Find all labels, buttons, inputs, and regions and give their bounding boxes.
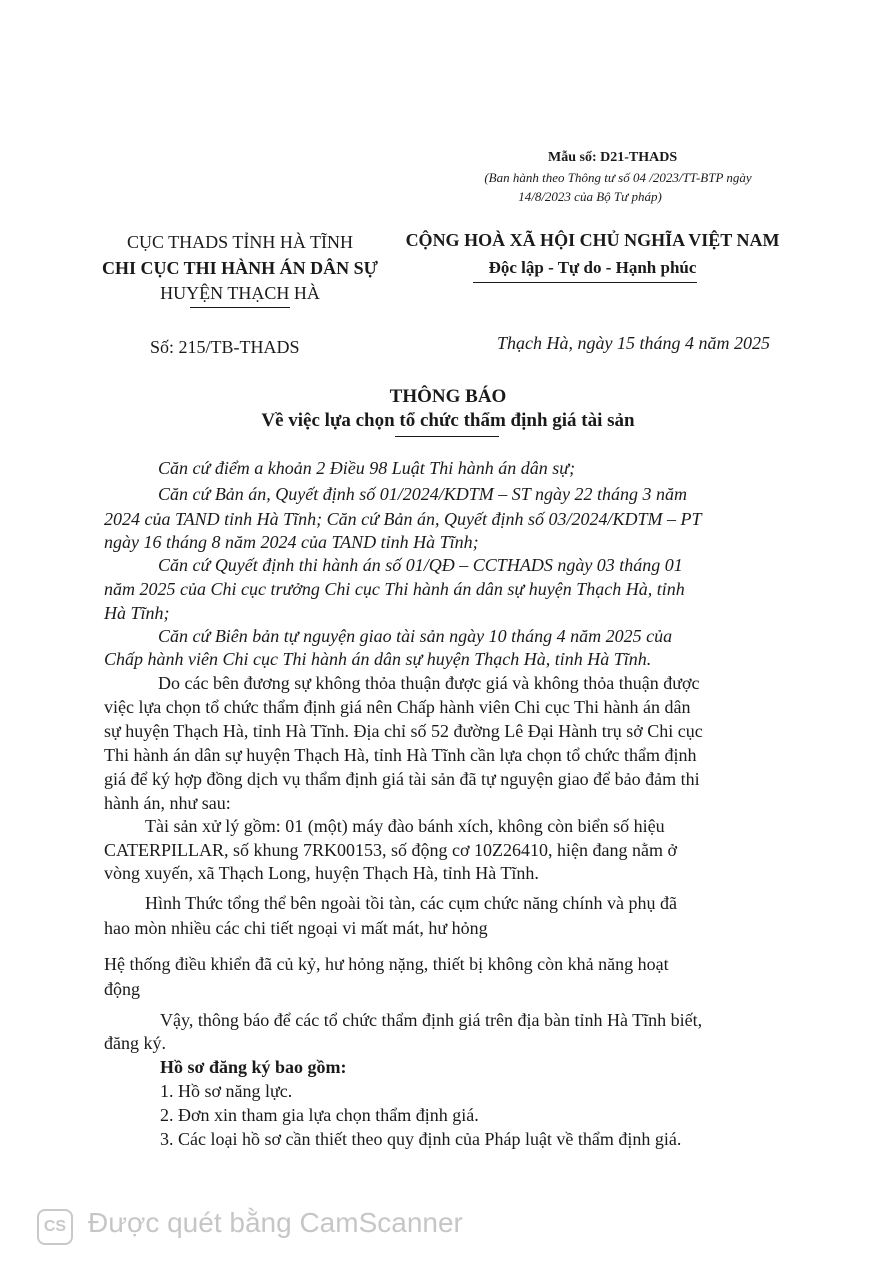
national-motto: Độc lập - Tự do - Hạnh phúc — [488, 258, 697, 277]
agency-parent: CỤC THADS TỈNH HÀ TĨNH — [126, 232, 353, 252]
body-line: Hình Thức tổng thể bên ngoài tồi tàn, các cụm chức năng chính và phụ đã — [145, 893, 678, 913]
title-underline — [395, 436, 499, 437]
body-line: hành án, như sau: — [104, 793, 231, 813]
national-title: CỘNG HOÀ XÃ HỘI CHỦ NGHĨA VIỆT NAM — [405, 230, 780, 250]
scanner-watermark: Được quét bằng CamScanner — [88, 1207, 463, 1238]
body-line: Căn cứ Quyết định thi hành án số 01/QĐ – CCTHADS ngày 03 tháng 01 — [158, 555, 683, 575]
body-line: 2024 của TAND tỉnh Hà Tĩnh; Căn cứ Bản án, Quyết định số 03/2024/KDTM – PT — [104, 509, 702, 529]
form-code: Mẫu số: D21-THADS — [548, 150, 678, 165]
body-line: CATERPILLAR, số khung 7RK00153, số động cơ 10Z26410, hiện đang nằm ở — [104, 840, 678, 860]
agency-underline — [190, 307, 290, 308]
body-line: Căn cứ điểm a khoản 2 Điều 98 Luật Thi hành án dân sự; — [158, 458, 576, 478]
agency-district: HUYỆN THẠCH HÀ — [160, 283, 320, 303]
body-line: Căn cứ Bản án, Quyết định số 01/2024/KDTM – ST ngày 22 tháng 3 năm — [158, 484, 687, 504]
body-line: Chấp hành viên Chi cục Thi hành án dân sự huyện Thạch Hà, tỉnh Hà Tĩnh. — [104, 649, 652, 669]
body-line: sự huyện Thạch Hà, tỉnh Hà Tĩnh. Địa chỉ số 52 đường Lê Đại Hành trụ sở Chi cục — [104, 721, 703, 741]
body-line: Tài sản xử lý gồm: 01 (một) máy đào bánh xích, không còn biển số hiệu — [145, 816, 665, 836]
document-title: THÔNG BÁO — [389, 386, 507, 407]
list-item: 2. Đơn xin tham gia lựa chọn thẩm định giá. — [160, 1105, 479, 1125]
body-line: hao mòn nhiều các chi tiết ngoại vi mất mát, hư hỏng — [104, 918, 488, 938]
body-line: giá để ký hợp đồng dịch vụ thẩm định giá tài sản đã tự nguyện giao để bảo đảm thi — [104, 769, 700, 789]
body-line: Hà Tĩnh; — [104, 603, 170, 623]
motto-underline — [473, 282, 697, 283]
body-line: việc lựa chọn tổ chức thẩm định giá nên Chấp hành viên Chi cục Thi hành án dân — [104, 697, 691, 717]
form-note-line2: 14/8/2023 của Bộ Tư pháp) — [518, 189, 662, 204]
body-line: năm 2025 của Chi cục trưởng Chi cục Thi hành án dân sự huyện Thạch Hà, tỉnh — [104, 579, 685, 599]
form-note-line1: (Ban hành theo Thông tư số 04 /2023/TT-BTP ngày — [484, 170, 752, 185]
body-line: ngày 16 tháng 8 năm 2024 của TAND tỉnh Hà Tĩnh; — [104, 532, 479, 552]
agency-name: CHI CỤC THI HÀNH ÁN DÂN SỰ — [101, 258, 379, 278]
body-line: Hệ thống điều khiển đã củ kỷ, hư hỏng nặng, thiết bị không còn khả năng hoạt — [104, 954, 669, 974]
body-line: Do các bên đương sự không thỏa thuận được giá và không thỏa thuận được — [158, 673, 700, 693]
document-date: Thạch Hà, ngày 15 tháng 4 năm 2025 — [497, 333, 770, 353]
document-subtitle: Về việc lựa chọn tổ chức thẩm định giá tài sản — [261, 410, 635, 431]
body-line: vòng xuyến, xã Thạch Long, huyện Thạch Hà, tỉnh Hà Tĩnh. — [104, 863, 539, 883]
registration-heading: Hồ sơ đăng ký bao gồm: — [160, 1057, 347, 1077]
camscanner-logo-icon: CS — [37, 1209, 73, 1245]
list-item: 3. Các loại hồ sơ cần thiết theo quy định của Pháp luật về thẩm định giá. — [160, 1129, 682, 1149]
body-line: Vậy, thông báo để các tổ chức thẩm định giá trên địa bàn tỉnh Hà Tĩnh biết, — [160, 1010, 703, 1030]
document-number: Số: 215/TB-THADS — [150, 337, 300, 357]
body-line: Căn cứ Biên bản tự nguyện giao tài sản ngày 10 tháng 4 năm 2025 của — [158, 626, 673, 646]
body-line: đăng ký. — [104, 1033, 166, 1053]
body-line: Thi hành án dân sự huyện Thạch Hà, tỉnh Hà Tĩnh cần lựa chọn tổ chức thẩm định — [104, 745, 697, 765]
body-line: động — [104, 979, 140, 999]
list-item: 1. Hồ sơ năng lực. — [160, 1081, 293, 1101]
